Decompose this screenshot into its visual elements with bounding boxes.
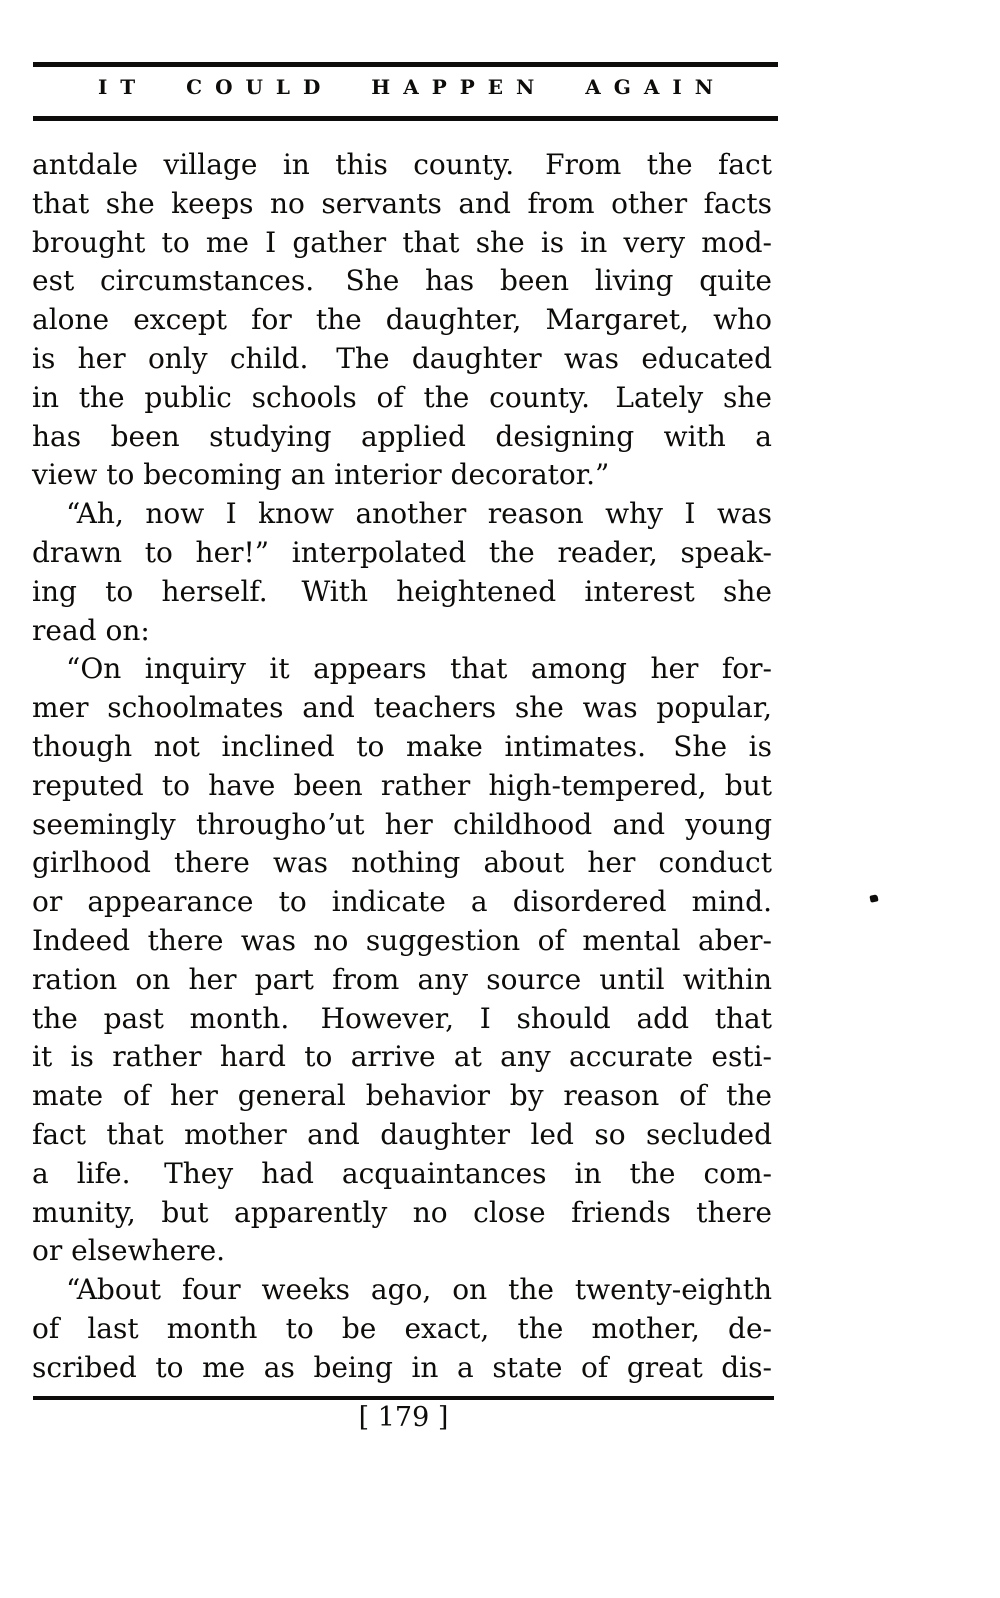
body-line: reputed to have been rather high-tempered, but	[32, 768, 772, 802]
body-line: or appearance to indicate a disordered mind.	[32, 885, 772, 919]
body-line: fact that mother and daughter led so secluded	[32, 1117, 772, 1151]
body-line: view to becoming an interior decorator.”	[32, 458, 610, 492]
body-line: or elsewhere.	[32, 1234, 226, 1268]
body-line: is her only child. The daughter was educated	[32, 341, 772, 375]
body-line: mate of her general behavior by reason of the	[32, 1079, 772, 1113]
body-line: girlhood there was nothing about her conduct	[32, 846, 772, 880]
header-rule-bottom	[33, 116, 778, 121]
body-line: scribed to me as being in a state of great dis-	[32, 1350, 772, 1384]
body-line: a life. They had acquaintances in the com-	[32, 1156, 772, 1190]
body-text	[32, 146, 772, 1388]
body-line: ration on her part from any source until within	[32, 962, 772, 996]
body-line: “On inquiry it appears that among her for-	[66, 652, 772, 686]
body-line: has been studying applied designing with a	[32, 419, 772, 453]
body-line: in the public schools of the county. Lately she	[32, 380, 772, 414]
body-line: that she keeps no servants and from other facts	[32, 186, 772, 220]
body-line: the past month. However, I should add that	[32, 1001, 772, 1035]
header-rule-top	[33, 62, 778, 67]
body-line: “About four weeks ago, on the twenty-eighth	[66, 1273, 772, 1307]
body-line: though not inclined to make intimates. She is	[32, 729, 772, 763]
body-line: Indeed there was no suggestion of mental aber-	[32, 923, 772, 957]
body-line: of last month to be exact, the mother, de-	[32, 1311, 772, 1345]
ink-speck	[869, 894, 878, 903]
body-line: munity, but apparently no close friends there	[32, 1195, 772, 1229]
body-line: mer schoolmates and teachers she was popular,	[32, 691, 772, 725]
body-line: est circumstances. She has been living quite	[32, 264, 772, 298]
body-line: antdale village in this county. From the fact	[32, 148, 772, 181]
body-line: drawn to her!” interpolated the reader, speak-	[32, 535, 772, 569]
body-line: it is rather hard to arrive at any accurate esti-	[32, 1040, 772, 1074]
running-head-title: IT COULD HAPPEN AGAIN	[97, 75, 727, 99]
page-number: [ 179 ]	[358, 1402, 449, 1433]
body-line: alone except for the daughter, Margaret, who	[32, 303, 772, 337]
body-line: “Ah, now I know another reason why I was	[66, 497, 772, 531]
body-line: read on:	[32, 613, 150, 647]
body-line: seemingly throughoʼut her childhood and young	[32, 807, 772, 841]
body-line: brought to me I gather that she is in very mod-	[32, 225, 772, 259]
body-line: ing to herself. With heightened interest she	[32, 574, 772, 608]
